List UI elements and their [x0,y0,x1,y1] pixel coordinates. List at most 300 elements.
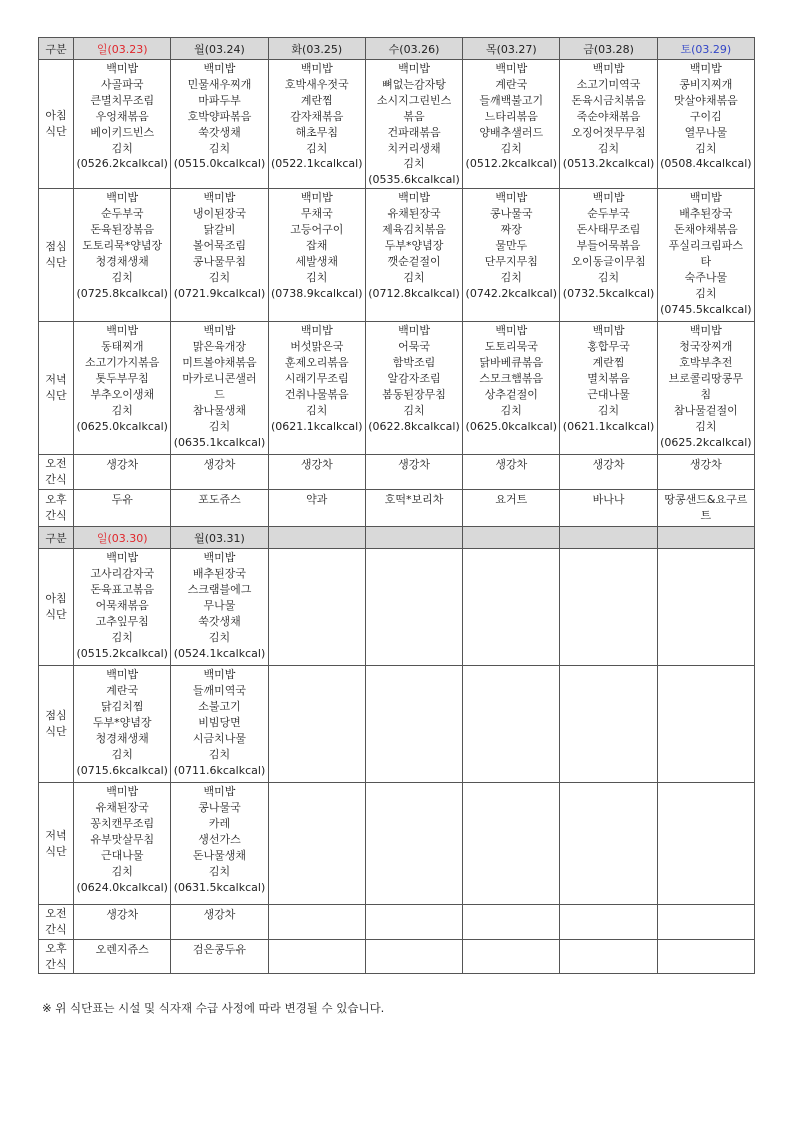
row-label-line: 식단 [45,844,67,858]
menu-item: 함박조림 [392,356,436,370]
am-snack-row [39,455,755,490]
menu-item: 청국장찌개 [679,340,733,354]
menu-item: 백미밥 [203,668,236,682]
pm-snack-cell [74,490,171,527]
menu-item: 계란국 [495,77,528,91]
menu-item: 백미밥 [398,62,430,75]
menu-item: 치커리생채 [387,141,441,155]
menu-item: 단무지무침 [484,254,538,268]
menu-item: 잡채 [306,238,328,252]
menu-item: 근대나물 [587,387,630,401]
am-snack-cell [268,455,365,490]
day-header [560,527,657,549]
menu-item: 바나나 [592,493,625,507]
menu-item: 콩나물무침 [192,254,247,268]
row-label-line: 저녁 [45,828,67,842]
menu-item: 두유 [111,493,133,507]
row-label-line: 간식 [45,473,67,487]
menu-item: 생강차 [203,908,236,922]
menu-item: 김치 [695,141,717,155]
dinner-cell [560,322,657,455]
breakfast-cell [463,549,560,666]
header-row [39,38,755,60]
menu-item: 오징어젓무무침 [571,125,646,139]
dinner-cell [560,783,657,905]
menu-item: 양배추샐러드 [479,125,544,139]
menu-item: 해초무침 [295,125,339,139]
menu-item: 비빔당면 [198,715,241,729]
breakfast-cell [657,549,754,666]
menu-item: 스크램블에그 [187,583,252,597]
menu-item: 참나물생채 [192,403,247,417]
menu-item: 순두부국 [100,207,144,221]
breakfast-cell [74,549,171,666]
menu-item: (0725.8kcalkcal) [76,286,168,300]
breakfast-cell [365,549,462,666]
menu-item: 호박새우젓국 [284,77,349,91]
menu-item: 백미밥 [106,324,139,338]
breakfast-cell [657,60,754,189]
menu-item: 검은콩두유 [192,943,247,957]
menu-item: 호떡*보리차 [384,493,444,507]
menu-item: 김치 [208,630,231,644]
menu-item: 톳두부무침 [95,371,149,385]
breakfast-cell [463,60,560,189]
day-header: 월(03.24) [171,38,268,60]
menu-item: 느타리볶음 [484,109,538,123]
row-label-line: 간식 [45,923,67,937]
am-snack-cell [268,905,365,940]
menu-item: 부추오이생채 [90,387,155,401]
menu-item: 백미밥 [398,324,430,338]
menu-item: 계란찜 [592,356,625,370]
pm-snack-row [39,940,755,974]
menu-item: 우엉채볶음 [95,109,149,123]
menu-item: 미트볼야채볶음 [182,356,257,370]
am-snack-cell [560,455,657,490]
breakfast-row [39,60,755,189]
menu-item: 죽순야채볶음 [576,109,641,123]
day-header [463,527,560,549]
menu-item: 김치 [403,157,425,171]
menu-item: (0621.1kcalkcal) [271,419,363,433]
menu-item: (0738.9kcalkcal) [271,286,363,300]
menu-item: 어묵채볶음 [95,598,149,612]
pm-snack-cell [463,490,560,527]
menu-item: (0715.6kcalkcal) [76,763,168,777]
menu-item: 돈채야채볶음 [673,223,738,237]
menu-item: (0624.0kcalkcal) [76,880,168,894]
lunch-cell [365,189,462,322]
menu-item: 생강차 [106,458,139,472]
lunch-row [39,666,755,783]
menu-item: 훈제오리볶음 [284,356,349,370]
menu-item: 생강차 [398,458,430,472]
menu-item: 약과 [306,493,328,507]
menu-item: 땅콩샌드&요구르 [664,493,748,507]
day-header [268,527,365,549]
am-snack-label [39,455,74,490]
day-header: 수(03.26) [365,38,462,60]
pm-snack-cell [365,490,462,527]
menu-item: 김치 [695,286,717,300]
menu-item: 고등어구이 [290,223,344,237]
dinner-cell [268,322,365,455]
menu-item: 버섯맑은국 [290,340,344,354]
menu-item: 백미밥 [592,191,625,205]
menu-item: 백미밥 [592,62,625,75]
menu-item: 근대나물 [100,848,144,862]
menu-item: 물만두 [495,238,528,252]
menu-item: 생강차 [300,458,333,472]
dinner-cell [74,322,171,455]
menu-item: 백미밥 [106,551,139,565]
breakfast-cell [171,549,268,666]
menu-item: 도토리묵*양념장 [82,238,163,252]
menu-item: 김치 [208,270,231,284]
menu-item: 김치 [111,630,133,644]
lunch-cell [657,189,754,322]
lunch-cell [268,189,365,322]
menu-item: 백미밥 [203,62,236,75]
menu-item: 백미밥 [106,785,139,799]
menu-item: 김치 [208,141,231,155]
dinner-row [39,783,755,905]
menu-item: 백미밥 [203,785,236,799]
breakfast-cell [74,60,171,189]
row-label-line: 점심 [45,709,67,723]
meal-plan-table [38,37,755,974]
menu-item: 김치 [695,419,717,433]
dinner-cell [365,783,462,905]
menu-item: 멸치볶음 [587,371,630,385]
breakfast-cell [365,60,462,189]
am-snack-row [39,905,755,940]
day-header [657,527,754,549]
am-snack-cell [171,905,268,940]
header-label: 구분 [39,527,74,549]
lunch-row [39,189,755,322]
menu-item: 감자채볶음 [290,109,344,123]
lunch-cell [171,189,268,322]
am-snack-cell [171,455,268,490]
menu-item: 백미밥 [106,668,139,682]
row-label-line: 저녁 [45,373,67,387]
menu-item: 두부*양념장 [92,715,152,729]
menu-item: 생강차 [495,458,528,472]
menu-item: 열무나물 [684,125,728,139]
menu-item: 콩나물국 [490,207,533,221]
dinner-cell [657,322,754,455]
menu-item: 두부*양념장 [384,238,444,252]
menu-item: 동태찌개 [100,340,144,354]
menu-item: 마파두부 [198,93,241,107]
am-snack-cell [463,905,560,940]
header-label: 구분 [39,38,74,60]
menu-item: 소시지그린빈스 [376,93,452,107]
menu-item: 백미밥 [689,191,722,205]
menu-item: 배추된장국 [679,207,733,221]
row-label-line: 간식 [45,957,67,971]
row-label-line: 아침 [45,109,67,123]
pm-snack-cell [171,490,268,527]
menu-item: 세발생채 [295,254,339,268]
row-label-line: 식단 [45,389,67,403]
menu-item: 돈육표고볶음 [90,583,155,597]
menu-item: 돈사태무조림 [576,223,641,237]
menu-item: 꽁치캔무조림 [90,817,155,831]
pm-snack-cell [365,940,462,974]
menu-item: 쑥갓생채 [198,614,241,628]
header-row [39,527,755,549]
menu-item: (0512.2kcalkcal) [465,157,558,171]
menu-item: 콩비지찌개 [679,77,733,91]
menu-item: 김치 [500,141,522,155]
am-snack-label [39,905,74,940]
menu-item: 브로콜리땅콩무 [668,371,744,385]
menu-item: 김치 [597,403,620,417]
dinner-cell [365,322,462,455]
menu-item: 백미밥 [203,191,236,205]
lunch-cell [463,189,560,322]
menu-item: (0515.0kcalkcal) [173,157,266,171]
menu-item: 청경채생채 [95,731,149,745]
menu-item: (0524.1kcalkcal) [173,646,266,660]
lunch-cell [560,189,657,322]
dinner-label [39,322,74,455]
menu-item: 소고기가지볶음 [85,356,160,370]
dinner-cell [463,322,560,455]
row-label-line: 오후 [45,493,67,507]
menu-item: 구이김 [689,109,722,123]
am-snack-cell [365,455,462,490]
menu-item: 쑥갓생채 [198,125,241,139]
menu-item: 고추잎무침 [95,614,149,628]
menu-item: (0526.2kcalkcal) [76,157,168,171]
menu-item: 계란국 [106,684,139,698]
menu-item: 맑은육개장 [192,340,247,354]
pm-snack-cell [560,490,657,527]
menu-item: 백미밥 [106,191,139,205]
menu-item: 오이동글이무침 [571,254,646,268]
pm-snack-cell [171,940,268,974]
menu-item: 민물새우찌개 [187,77,252,91]
pm-snack-cell [74,940,171,974]
row-label-line: 오후 [45,941,67,955]
pm-snack-cell [657,490,754,527]
menu-item: 김치 [111,864,133,878]
breakfast-cell [268,549,365,666]
menu-item: 시금치나물 [192,731,247,745]
menu-item: 백미밥 [300,324,333,338]
lunch-cell [463,666,560,783]
row-label-line: 아침 [45,592,67,606]
menu-item: 닭바베큐볶음 [479,356,544,370]
lunch-cell [657,666,754,783]
menu-item: 건취나물볶음 [284,387,349,401]
dinner-cell [74,783,171,905]
menu-item: 콩나물국 [198,801,241,815]
lunch-cell [171,666,268,783]
menu-item: 알감자조림 [387,371,441,385]
menu-item: 푸실리크림파스 [668,238,744,252]
menu-item: 백미밥 [300,191,333,205]
menu-item: 닭김치찜 [100,700,144,714]
row-label-line: 식단 [45,725,67,739]
menu-item: 순두부국 [587,207,630,221]
menu-item: 베이키드빈스 [90,125,155,139]
menu-item: 소불고기 [198,700,241,714]
menu-item: 백미밥 [495,191,528,205]
menu-item: 사골파국 [100,77,144,91]
lunch-cell [560,666,657,783]
footnote: ※ 위 식단표는 시설 및 식자재 수급 사정에 따라 변경될 수 있습니다. [42,1001,385,1015]
menu-item: 백미밥 [203,551,236,565]
menu-item: 뼈없는감자탕 [382,77,446,91]
menu-item: 김치 [500,403,522,417]
breakfast-cell [560,549,657,666]
menu-item: (0515.2kcalkcal) [76,646,168,660]
dinner-row [39,322,755,455]
am-snack-cell [365,905,462,940]
menu-item: 호박부추전 [679,356,733,370]
menu-item: (0711.6kcalkcal) [173,763,266,777]
menu-item: (0635.1kcalkcal) [173,435,266,449]
row-label-line: 점심 [45,240,67,254]
menu-item: 유채된장국 [95,801,149,815]
menu-item: 김치 [403,270,425,284]
menu-item: 유채된장국 [387,207,441,221]
menu-item: 스모크햄볶음 [479,371,544,385]
menu-item: 김치 [306,141,328,155]
lunch-cell [365,666,462,783]
menu-item: 무나물 [203,598,236,612]
menu-item: 백미밥 [300,62,333,75]
menu-item: 드 [214,387,225,401]
am-snack-cell [74,455,171,490]
menu-item: (0625.0kcalkcal) [465,419,558,433]
dinner-label [39,783,74,905]
lunch-cell [74,189,171,322]
menu-item: 침 [700,387,712,401]
menu-item: 숙주나물 [684,270,728,284]
menu-item: 고사리감자국 [90,567,155,581]
menu-item: 시래기무조림 [284,371,349,385]
menu-item: 백미밥 [689,62,722,75]
menu-item: 백미밥 [689,324,722,338]
menu-item: 생강차 [203,458,236,472]
menu-item: 포도쥬스 [198,493,241,507]
am-snack-cell [560,905,657,940]
menu-item: 참나물겉절이 [673,403,738,417]
menu-item: 돈육된장볶음 [90,223,155,237]
breakfast-row [39,549,755,666]
menu-item: (0732.5kcalkcal) [562,286,655,300]
menu-item: 트 [700,509,712,523]
menu-item: 홍합무국 [587,340,630,354]
day-header: 금(03.28) [560,38,657,60]
row-label-line: 오전 [45,457,67,471]
menu-item: 깻순겉절이 [387,254,441,268]
am-snack-cell [463,455,560,490]
menu-item: 타 [700,254,712,268]
menu-item: 카레 [208,817,231,831]
am-snack-cell [657,455,754,490]
menu-item: (0712.8kcalkcal) [368,286,460,300]
menu-item: 백미밥 [203,324,236,338]
pm-snack-cell [268,940,365,974]
day-header: 화(03.25) [268,38,365,60]
menu-item: 김치 [111,747,133,761]
menu-item: 생선가스 [198,832,241,846]
pm-snack-cell [268,490,365,527]
menu-item: 들깨미역국 [192,684,247,698]
menu-item: 김치 [111,270,133,284]
breakfast-cell [171,60,268,189]
dinner-cell [657,783,754,905]
day-header: 일(03.23) [74,38,171,60]
dinner-cell [268,783,365,905]
menu-item: 오렌지쥬스 [95,943,149,957]
menu-item: 볶음 [403,109,425,123]
menu-item: 김치 [208,419,231,433]
menu-item: 김치 [597,270,620,284]
menu-item: 백미밥 [592,324,625,338]
breakfast-label [39,549,74,666]
pm-snack-cell [463,940,560,974]
menu-item: 백미밥 [106,62,139,75]
menu-item: 무채국 [300,207,333,221]
pm-snack-label [39,940,74,974]
menu-item: 돈나물생채 [192,848,247,862]
day-header: 목(03.27) [463,38,560,60]
menu-item: (0508.4kcalkcal) [660,157,752,171]
am-snack-cell [657,905,754,940]
menu-item: 짜장 [500,223,522,237]
menu-item: (0522.1kcalkcal) [271,157,363,171]
menu-item: 김치 [111,141,133,155]
menu-item: 청경채생채 [95,254,149,268]
pm-snack-cell [657,940,754,974]
day-header: 월(03.31) [171,527,268,549]
menu-item: 볼어묵조림 [192,238,247,252]
menu-item: 어묵국 [398,340,430,354]
menu-item: 김치 [306,270,328,284]
menu-item: 돈육시금치볶음 [571,93,646,107]
menu-item: 백미밥 [495,324,528,338]
menu-item: 닭갈비 [203,223,236,237]
am-snack-cell [74,905,171,940]
menu-item: 김치 [403,403,425,417]
menu-item: 도토리묵국 [484,340,538,354]
menu-item: 배추된장국 [192,567,247,581]
menu-item: (0721.9kcalkcal) [173,286,266,300]
menu-item: 김치 [208,747,231,761]
menu-item: 백미밥 [398,191,430,205]
menu-item: (0631.5kcalkcal) [173,880,266,894]
menu-item: (0625.0kcalkcal) [76,419,168,433]
day-header: 일(03.30) [74,527,171,549]
menu-item: 호박양파볶음 [187,109,252,123]
menu-item: 생강차 [592,458,625,472]
lunch-label [39,666,74,783]
pm-snack-row [39,490,755,527]
menu-item: 부들어묵볶음 [576,238,641,252]
menu-item: 요거트 [495,493,528,507]
menu-item: 큰멸치무조림 [90,93,155,107]
menu-item: (0622.8kcalkcal) [368,419,460,433]
breakfast-label [39,60,74,189]
